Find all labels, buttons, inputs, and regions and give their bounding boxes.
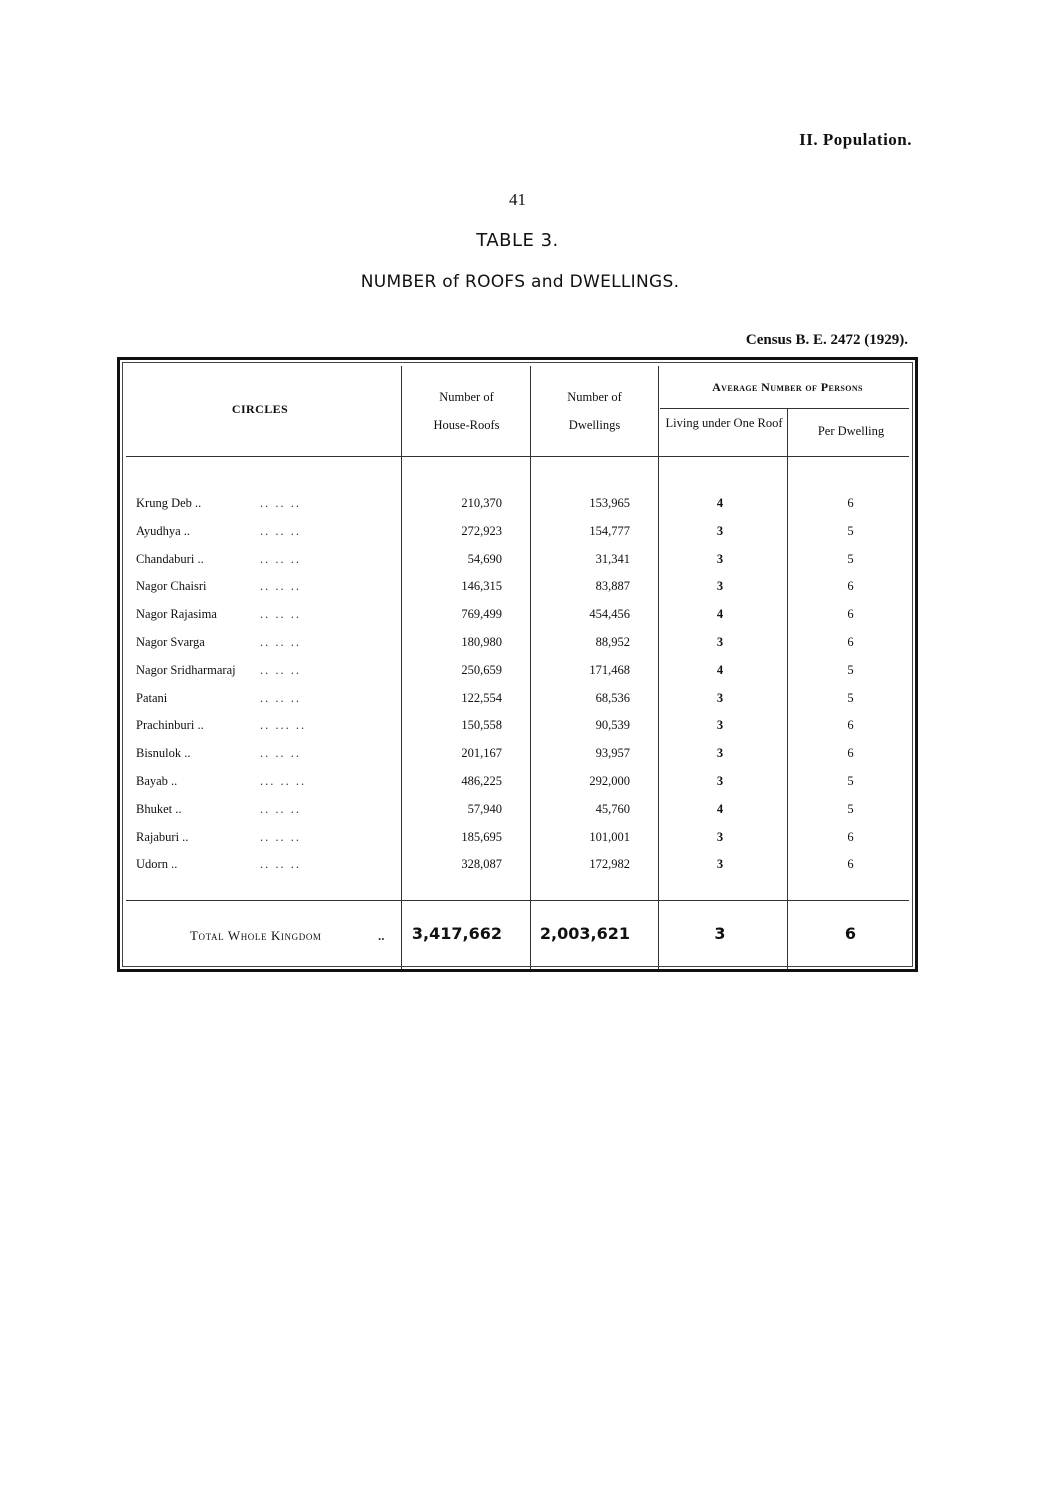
per-dwelling-value: 6 [847,746,854,761]
table-row [120,802,915,822]
dwellings-value: 292,000 [589,774,630,788]
header-circles: CIRCLES [231,402,289,416]
circle-name: Ayudhya .. [136,523,191,538]
dwellings-value: 171,468 [589,662,630,677]
header-dwellings-line2: Dwellings [568,418,621,432]
table-row [120,691,915,711]
table-row [120,663,915,683]
per-roof-value: 4 [716,496,724,510]
house-roofs-value: 150,558 [461,718,502,733]
table-title: NUMBER of ROOFS and DWELLINGS. [360,272,680,292]
house-roofs-value: 122,554 [461,690,502,705]
header-roofs-line1: Number of [439,390,494,404]
leader-dots: .. .. .. [260,829,301,844]
total-per-dwelling: 6 [844,924,857,943]
circle-name: Chandaburi .. [136,551,204,566]
per-dwelling-value: 6 [847,857,854,872]
dwellings-value: 101,001 [589,829,630,844]
leader-dots: .. .. .. [260,607,301,622]
per-dwelling-value: 5 [847,690,854,705]
dwellings-value: 454,456 [589,607,630,622]
house-roofs-value: 185,695 [461,829,502,844]
leader-dots: .. .. .. [260,662,301,677]
per-roof-value: 4 [716,801,724,816]
circle-name: Nagor Chaisri [136,579,207,594]
table-row [120,496,915,516]
header-avg-dwelling: Per Dwelling [817,424,885,438]
per-roof-value: 3 [716,635,724,649]
circle-name: Udorn .. [136,857,178,872]
house-roofs-value: 57,940 [467,801,502,816]
house-roofs-value: 54,690 [467,551,502,566]
per-dwelling-value: 6 [847,496,854,510]
header-rule [126,456,909,457]
column-divider [787,408,788,969]
per-roof-value: 3 [716,551,724,566]
table-row [120,635,915,655]
leader-dots: .. .. .. [260,579,301,594]
total-label: Total Whole Kingdom [190,928,322,943]
per-roof-value: 3 [716,690,724,705]
house-roofs-value: 180,980 [461,635,502,649]
house-roofs-value: 201,167 [461,746,502,761]
per-roof-value: 3 [716,523,724,538]
total-rule [126,900,909,901]
census-note: Census B. E. 2472 (1929). [745,332,908,348]
per-roof-value: 3 [716,746,724,761]
header-average-group: Average Number of Persons [712,380,863,394]
total-roofs: 3,417,662 [411,924,502,943]
per-roof-value: 3 [716,718,724,733]
table-row [120,830,915,850]
leader-dots: .. .. .. [260,523,301,538]
leader-dots: .. .. .. [260,551,301,566]
per-roof-value: 3 [716,857,724,872]
circle-name: Nagor Svarga [136,635,205,649]
section-heading: II. Population. [799,130,912,149]
leader-dots: .. .. .. [260,496,301,510]
dwellings-value: 45,760 [595,801,630,816]
dwellings-value: 31,341 [595,551,630,566]
table-label: TABLE 3. [476,230,559,251]
per-dwelling-value: 5 [847,774,854,788]
table-row [120,579,915,599]
table-row [120,607,915,627]
table-row [120,857,915,877]
total-dots: .. [378,928,385,943]
leader-dots: .. .. .. [260,635,301,649]
dwellings-value: 68,536 [595,690,630,705]
dwellings-value: 88,952 [595,635,630,649]
header-roofs-line2: House-Roofs [433,418,500,432]
circle-name: Krung Deb .. [136,496,202,510]
dwellings-value: 83,887 [595,579,630,594]
house-roofs-value: 486,225 [461,774,502,788]
circle-name: Nagor Rajasima [136,607,217,622]
page-number: 41 [509,190,526,209]
circle-name: Nagor Sridharmaraj [136,662,236,677]
per-dwelling-value: 6 [847,718,854,733]
dwellings-value: 153,965 [589,496,630,510]
house-roofs-value: 272,923 [461,523,502,538]
population-table [117,357,918,972]
group-header-rule [660,408,909,409]
dwellings-value: 172,982 [589,857,630,872]
table-row [120,552,915,572]
dwellings-value: 93,957 [595,746,630,761]
table-row [120,718,915,738]
circle-name: Patani [136,690,168,705]
per-dwelling-value: 5 [847,523,854,538]
leader-dots: .. .. .. [260,801,301,816]
circle-name: Bhuket .. [136,801,182,816]
per-roof-value: 4 [716,662,724,677]
leader-dots: .. .. .. [260,746,301,761]
per-dwelling-value: 5 [847,801,854,816]
per-roof-value: 3 [716,774,724,788]
leader-dots: .. .. .. [260,857,301,872]
total-per-roof: 3 [714,924,726,943]
house-roofs-value: 210,370 [461,496,502,510]
per-roof-value: 3 [716,829,724,844]
dwellings-value: 90,539 [595,718,630,733]
header-avg-roof: Living under One Roof [665,416,783,430]
house-roofs-value: 146,315 [461,579,502,594]
circle-name: Rajaburi .. [136,829,189,844]
circle-name: Bisnulok .. [136,746,191,761]
circle-name: Bayab .. [136,774,178,788]
table-row [120,746,915,766]
per-dwelling-value: 6 [847,607,854,622]
per-dwelling-value: 6 [847,829,854,844]
table-row [120,774,915,794]
house-roofs-value: 328,087 [461,857,502,872]
house-roofs-value: 769,499 [461,607,502,622]
dwellings-value: 154,777 [589,523,630,538]
per-roof-value: 4 [716,607,724,622]
leader-dots: .. ... .. [260,718,307,733]
total-dwellings: 2,003,621 [539,924,630,943]
per-dwelling-value: 6 [847,635,854,649]
leader-dots: .. .. .. [260,690,301,705]
leader-dots: ... .. .. [260,774,307,788]
per-dwelling-value: 6 [847,579,854,594]
per-roof-value: 3 [716,579,724,594]
house-roofs-value: 250,659 [461,662,502,677]
circle-name: Prachinburi .. [136,718,204,733]
header-dwellings-line1: Number of [567,390,622,404]
table-row [120,524,915,544]
per-dwelling-value: 5 [847,551,854,566]
per-dwelling-value: 5 [847,662,854,677]
